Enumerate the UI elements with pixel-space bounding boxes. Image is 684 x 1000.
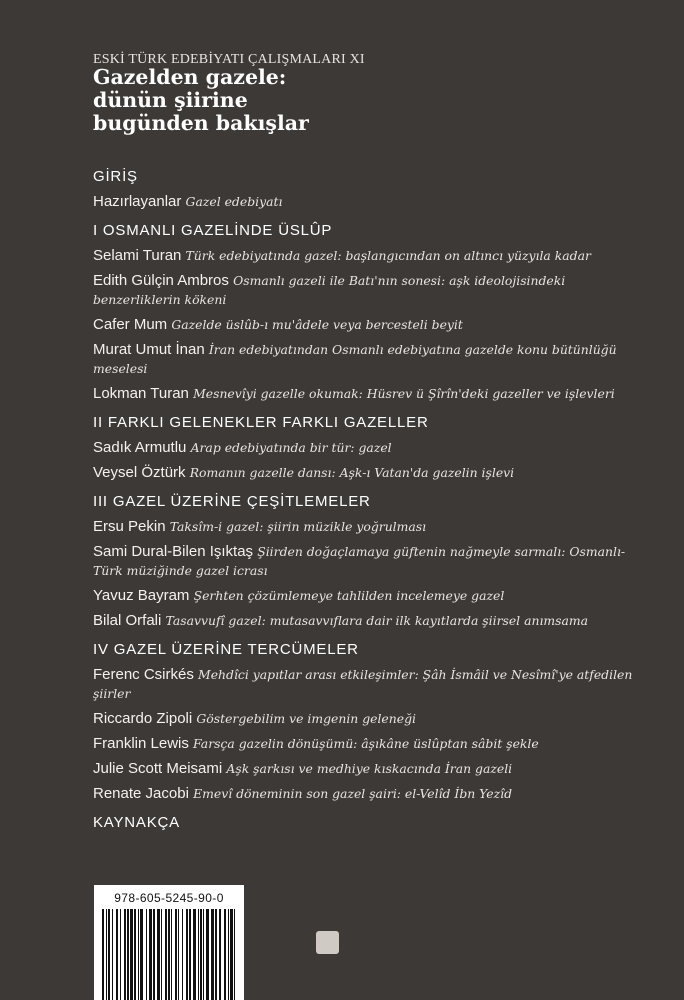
entry-author: Lokman Turan bbox=[93, 385, 189, 402]
toc-entry bbox=[93, 438, 653, 457]
barcode bbox=[94, 885, 244, 1000]
entry-author: Riccardo Zipoli bbox=[93, 710, 193, 727]
entry-title: Gazel edebiyatı bbox=[185, 194, 283, 209]
table-of-contents bbox=[93, 160, 653, 838]
entry-author: Ersu Pekin bbox=[93, 518, 166, 535]
entry-title: Şiirden doğaçlamaya güftenin nağmeyle sarmalı: Osmanlı-Türk müziğinde gazel icrası bbox=[93, 544, 626, 578]
entry-author: Hazırlayanlar bbox=[93, 193, 182, 210]
entry-author: Edith Gülçin Ambros bbox=[93, 272, 229, 289]
toc-entry bbox=[93, 315, 653, 334]
toc-entry bbox=[93, 463, 653, 482]
toc-entry bbox=[93, 784, 653, 803]
entry-title: Mehdîci yapıtlar arası etkileşimler: Şâh İsmâil ve Nesîmî'ye atfedilen şiirler bbox=[93, 667, 633, 701]
entry-title: Türk edebiyatında gazel: başlangıcından on altıncı yüzyıla kadar bbox=[185, 248, 591, 263]
entry-author: Julie Scott Meisami bbox=[93, 760, 223, 777]
entry-author: Renate Jacobi bbox=[93, 785, 189, 802]
entry-author: Franklin Lewis bbox=[93, 735, 189, 752]
entry-author: Sami Dural-Bilen Işıktaş bbox=[93, 543, 254, 560]
book-title-line: Gazelden gazele: bbox=[93, 65, 287, 89]
toc-entry bbox=[93, 586, 653, 605]
series-title: ESKİ TÜRK EDEBİYATI ÇALIŞMALARI XI bbox=[93, 52, 365, 67]
toc-entry bbox=[93, 759, 653, 778]
entry-title: Emevî döneminin son gazel şairi: el-Velîd İbn Yezîd bbox=[193, 786, 513, 801]
book-title bbox=[93, 66, 309, 135]
entry-title: Arap edebiyatında bir tür: gazel bbox=[190, 440, 392, 455]
entry-author: Yavuz Bayram bbox=[93, 587, 190, 604]
publisher-logo bbox=[316, 931, 339, 954]
section-heading: II FARKLI GELENEKLER FARKLI GAZELLER bbox=[93, 414, 429, 431]
entry-author: Cafer Mum bbox=[93, 316, 168, 333]
toc-entry bbox=[93, 271, 653, 309]
toc-entry bbox=[93, 246, 653, 265]
entry-author: Veysel Öztürk bbox=[93, 464, 186, 481]
entry-title: Taksîm-i gazel: şiirin müzikle yoğrulması bbox=[169, 519, 427, 534]
entry-author: Ferenc Csirkés bbox=[93, 666, 194, 683]
toc-entry bbox=[93, 665, 653, 703]
section-heading-kaynakca: KAYNAKÇA bbox=[93, 814, 180, 831]
entry-author: Sadık Armutlu bbox=[93, 439, 187, 456]
toc-entry bbox=[93, 542, 653, 580]
entry-title: Tasavvufî gazel: mutasavvıflara dair ilk kayıtlarda şiirsel anımsama bbox=[165, 613, 589, 628]
entry-title: Farsça gazelin dönüşümü: âşıkâne üslûptan sâbit şekle bbox=[193, 736, 539, 751]
entry-title: Romanın gazelle dansı: Aşk-ı Vatan'da gazelin işlevi bbox=[189, 465, 515, 480]
toc-entry bbox=[93, 611, 653, 630]
entry-title: Mesnevîyi gazelle okumak: Hüsrev ü Şîrîn'deki gazeller ve işlevleri bbox=[193, 386, 615, 401]
entry-title: Göstergebilim ve imgenin geleneği bbox=[196, 711, 416, 726]
book-title-line: bugünden bakışlar bbox=[93, 111, 309, 135]
toc-entry bbox=[93, 340, 653, 378]
book-title-line: dünün şiirine bbox=[93, 88, 248, 112]
toc-entry bbox=[93, 192, 653, 211]
entry-title: Gazelde üslûb-ı mu'âdele veya bercesteli beyit bbox=[171, 317, 463, 332]
entry-title: Aşk şarkısı ve medhiye kıskacında İran gazeli bbox=[226, 761, 513, 776]
toc-sections bbox=[93, 221, 653, 803]
isbn-number: 978-605-5245-90-0 bbox=[114, 891, 224, 905]
entry-author: Selami Turan bbox=[93, 247, 182, 264]
toc-entry bbox=[93, 384, 653, 403]
entry-author: Murat Umut İnan bbox=[93, 341, 205, 358]
entry-author: Bilal Orfali bbox=[93, 612, 162, 629]
entry-title: Osmanlı gazeli ile Batı'nın sonesi: aşk ideolojisindeki benzerliklerin kökeni bbox=[93, 273, 566, 307]
entry-title: Şerhten çözümlemeye tahlilden incelemeye gazel bbox=[193, 588, 505, 603]
barcode-bars bbox=[100, 909, 238, 1000]
toc-entry bbox=[93, 709, 653, 728]
section-heading: III GAZEL ÜZERİNE ÇEŞİTLEMELER bbox=[93, 493, 371, 510]
toc-entry bbox=[93, 734, 653, 753]
toc-entry bbox=[93, 517, 653, 536]
entry-title: İran edebiyatından Osmanlı edebiyatına gazelde konu bütünlüğü meselesi bbox=[93, 342, 617, 376]
section-heading: IV GAZEL ÜZERİNE TERCÜMELER bbox=[93, 641, 359, 658]
section-heading-giris: GİRİŞ bbox=[93, 168, 138, 185]
section-heading: I OSMANLI GAZELİNDE ÜSLÛP bbox=[93, 222, 333, 239]
